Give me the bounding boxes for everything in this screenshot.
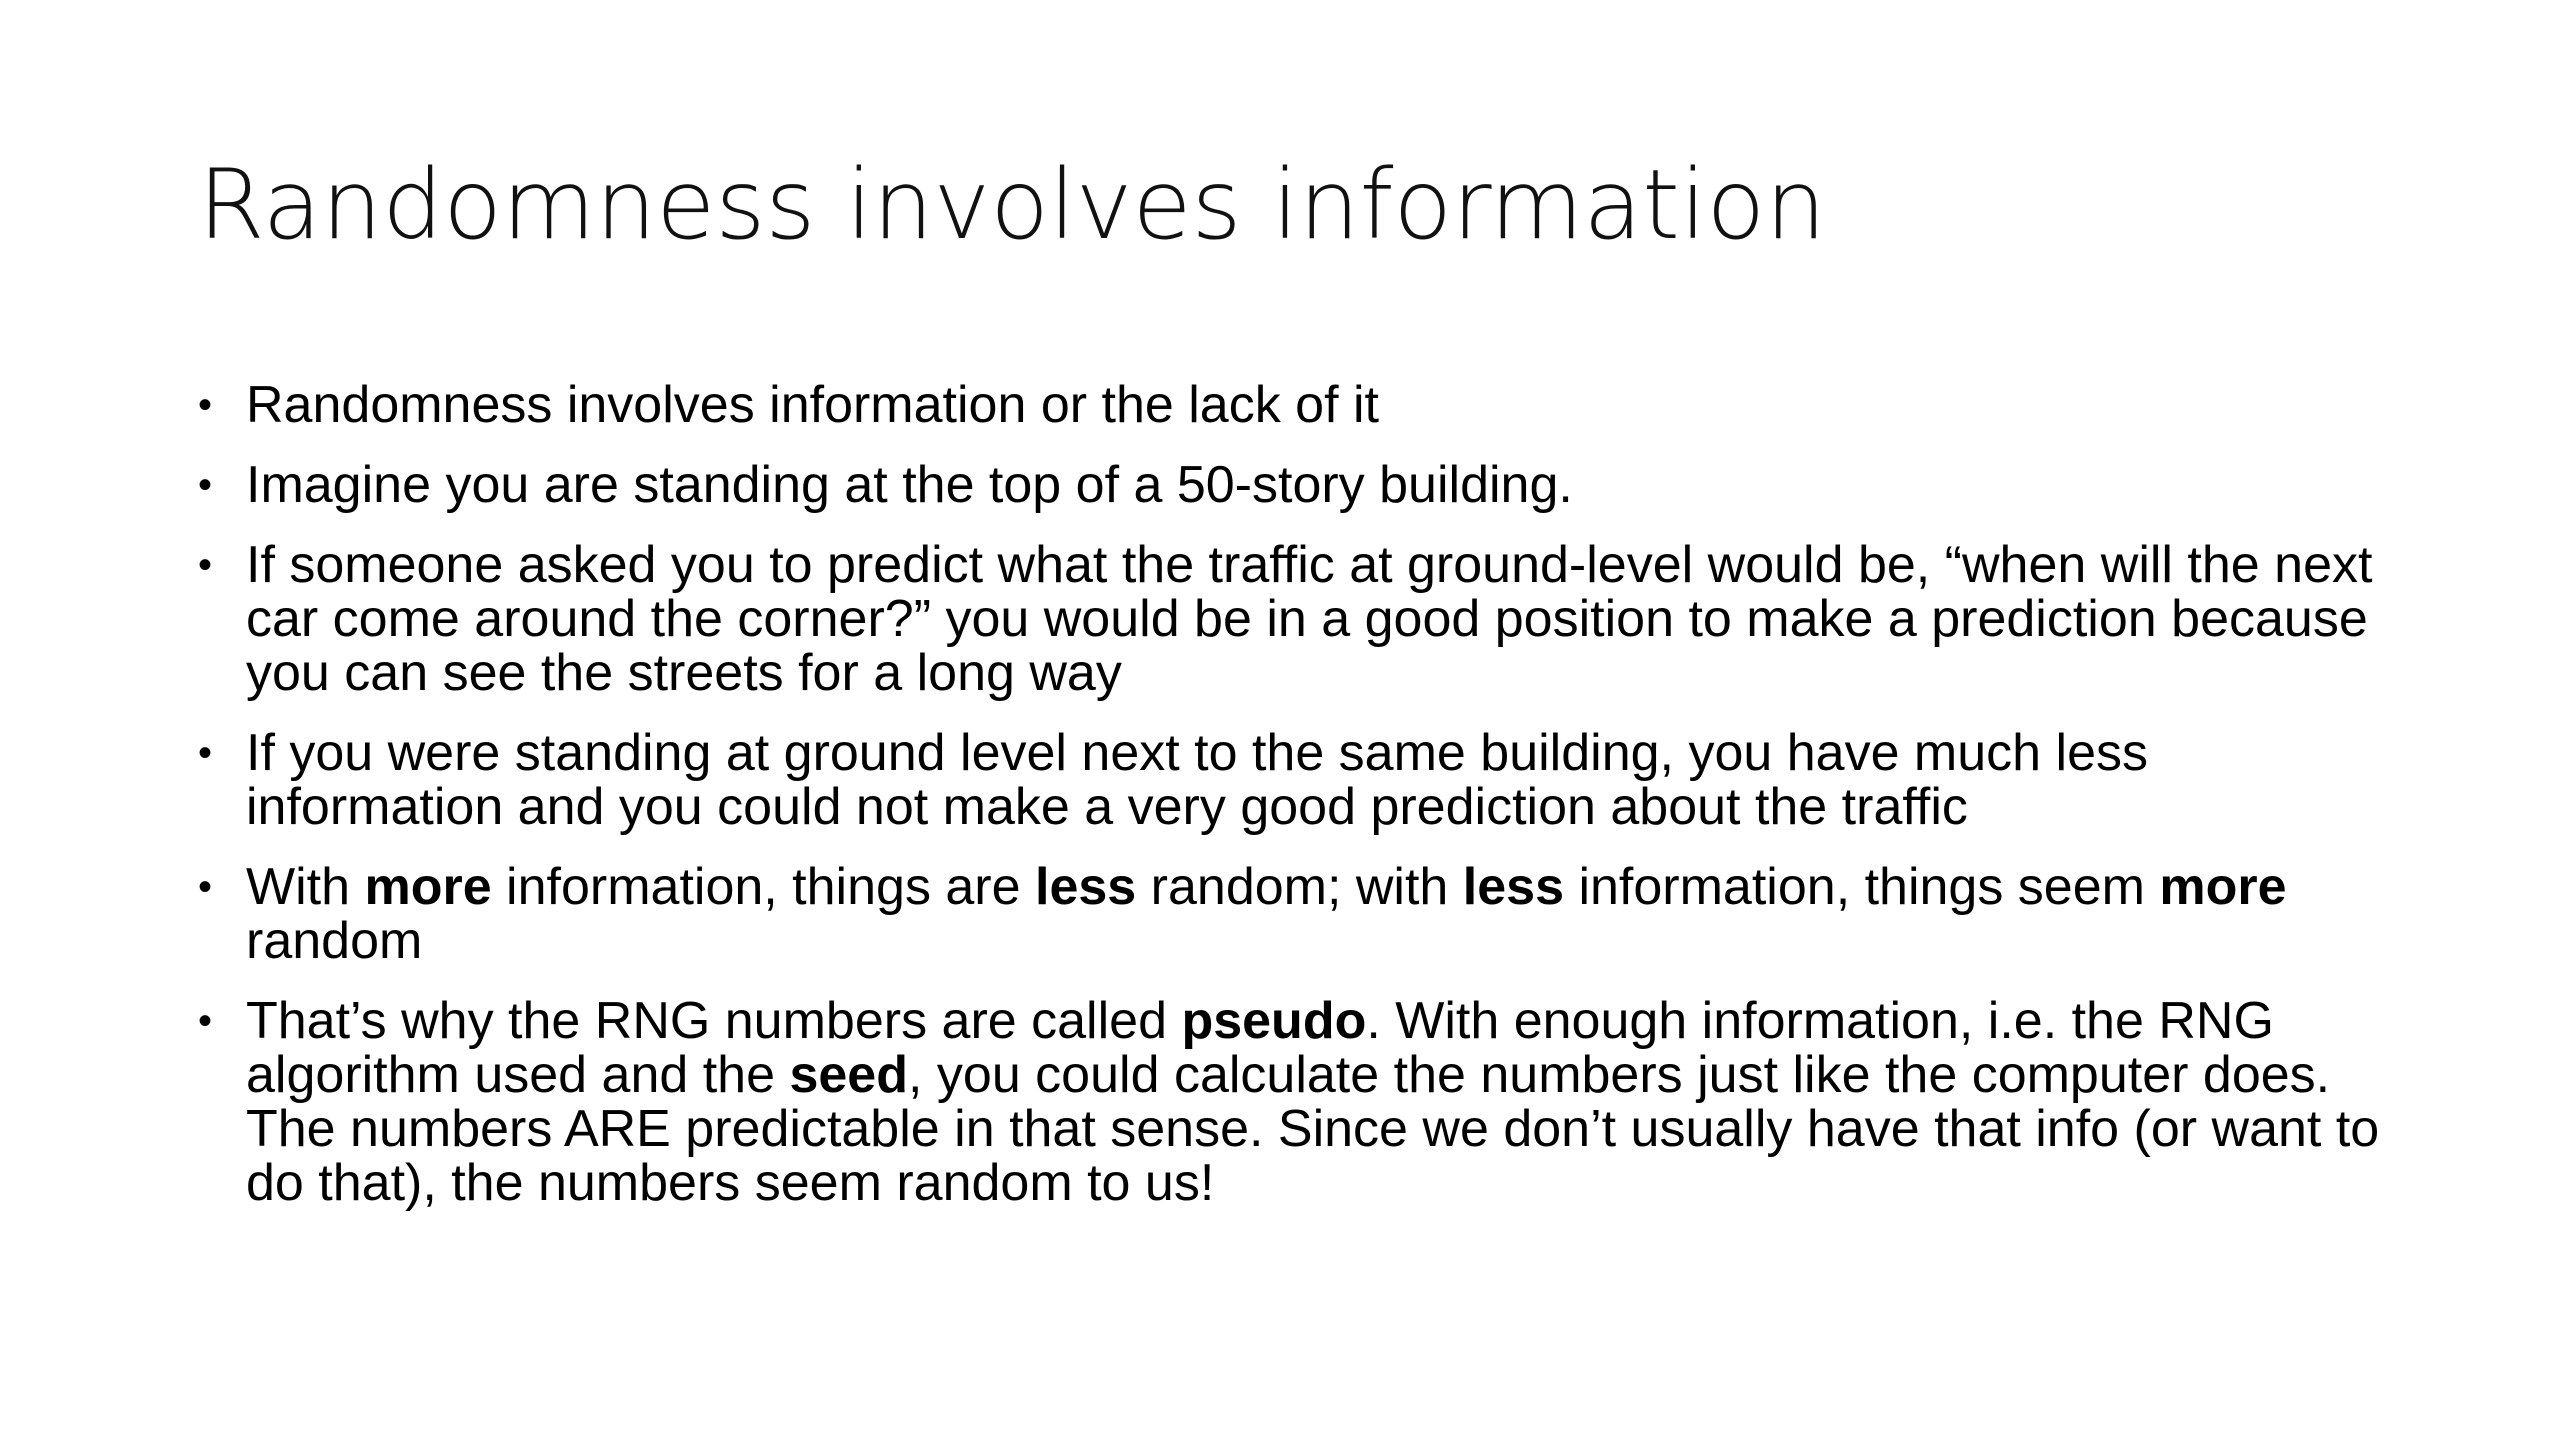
bullet-segment: That’s why the RNG numbers are called xyxy=(246,992,1182,1050)
bullet-item xyxy=(198,994,2398,1210)
bullet-segment: , you could calculate the numbers just like the computer does. The numbers ARE predictable in that sense. Since we don’t usually have that info (or want to do that), the numbers seem random to us! xyxy=(246,1046,2380,1212)
bullet-emphasis: seed xyxy=(789,1046,908,1104)
bullet-emphasis: pseudo xyxy=(1181,992,1367,1050)
bullet-segment: With xyxy=(246,858,365,916)
bullet-dot-icon: • xyxy=(198,865,213,909)
bullet-segment: Randomness involves information or the lack of it xyxy=(246,376,1379,434)
bullet-segment: information, things are xyxy=(491,858,1035,916)
bullet-text xyxy=(246,726,2398,834)
bullet-item xyxy=(198,726,2398,834)
bullet-text xyxy=(246,994,2398,1210)
bullet-item xyxy=(198,458,2398,512)
bullet-dot-icon: • xyxy=(198,543,213,587)
bullet-dot-icon: • xyxy=(198,383,213,427)
bullet-emphasis: more xyxy=(2159,858,2287,916)
slide-title: Randomness involves information xyxy=(198,149,1827,261)
bullet-segment: information, things seem xyxy=(1564,858,2160,916)
bullet-emphasis: more xyxy=(364,858,492,916)
bullet-emphasis: less xyxy=(1462,858,1565,916)
bullet-item xyxy=(198,860,2398,968)
bullet-text xyxy=(246,860,2398,968)
bullet-text xyxy=(246,378,2398,432)
bullet-segment: If someone asked you to predict what the traffic at ground-level would be, “when will the next car come around the corner?” you would be in a good position to make a prediction because you can see the streets for a long way xyxy=(246,536,2373,702)
bullet-segment: Imagine you are standing at the top of a 50-story building. xyxy=(246,456,1573,514)
bullet-segment: random xyxy=(246,912,423,970)
bullet-segment: random; with xyxy=(1136,858,1463,916)
bullet-segment: . With enough information, i.e. the RNG algorithm used and the xyxy=(246,992,2274,1104)
bullet-segment: If you were standing at ground level next to the same building, you have much less information and you could not make a very good prediction about the traffic xyxy=(246,724,2149,836)
bullet-item xyxy=(198,378,2398,432)
bullet-item xyxy=(198,538,2398,700)
bullet-list xyxy=(198,378,2398,1236)
bullet-emphasis: less xyxy=(1035,858,1137,916)
bullet-dot-icon: • xyxy=(198,463,213,507)
bullet-text xyxy=(246,458,2398,512)
bullet-dot-icon: • xyxy=(198,999,213,1043)
bullet-dot-icon: • xyxy=(198,731,213,775)
bullet-text xyxy=(246,538,2398,700)
